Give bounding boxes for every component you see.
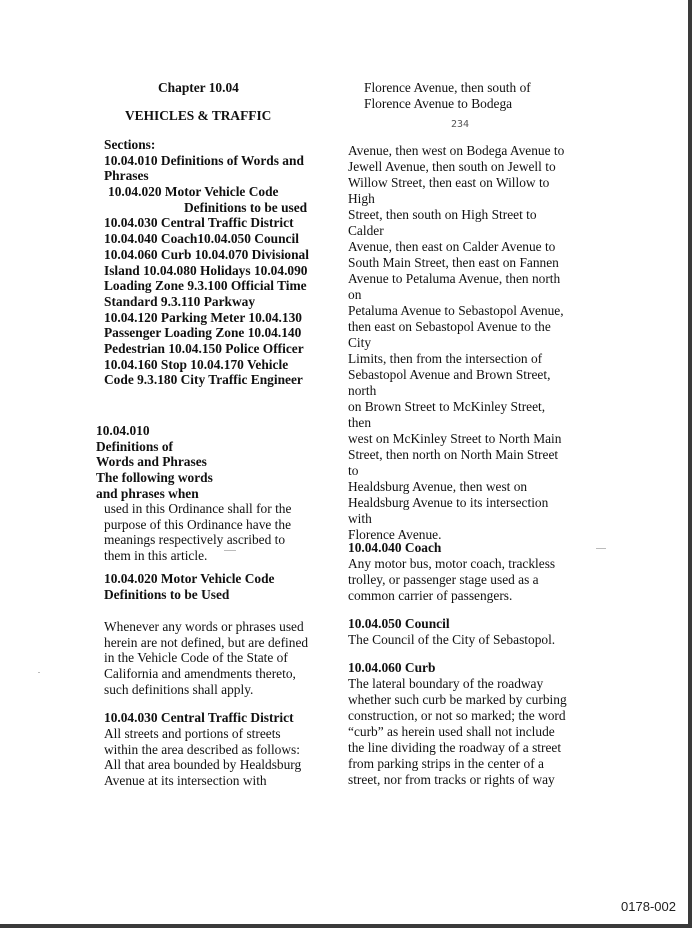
text-line: South Main Street, then east on Fannen — [348, 255, 559, 270]
right-top-text — [364, 80, 531, 112]
text-line: from parking strips in the center of a — [348, 756, 544, 771]
text-line: west on McKinley Street to North Main — [348, 431, 562, 446]
section-060-body — [348, 676, 567, 788]
chapter-number: Chapter 10.04 — [158, 80, 239, 95]
text-line: Any motor bus, motor coach, trackless — [348, 556, 556, 571]
section-040-heading: 10.04.040 Coach — [348, 540, 442, 555]
text-line: Island 10.04.080 Holidays 10.04.090 — [104, 262, 308, 278]
section-010-heading — [96, 423, 213, 501]
text-line: 10.04.060 Curb 10.04.070 Divisional — [104, 246, 309, 262]
section-030-heading: 10.04.030 Central Traffic District — [104, 710, 294, 725]
text-line: The following words — [96, 470, 213, 486]
text-line: construction, or not so marked; the word — [348, 708, 566, 723]
text-line: Healdsburg Avenue, then west on — [348, 479, 528, 494]
text-line: Sections: — [104, 137, 156, 152]
section-050-heading: 10.04.050 Council — [348, 616, 450, 631]
text-line: then — [348, 415, 372, 430]
text-line: “curb” as herein used shall not include — [348, 724, 555, 739]
scan-speck — [224, 550, 236, 551]
text-line: Street, then south on High Street to — [348, 207, 537, 222]
text-line: 10.04.010 Definitions of Words and — [104, 152, 304, 168]
text-line: All that area bounded by Healdsburg — [104, 757, 302, 773]
text-line: Sebastopol Avenue and Brown Street, — [348, 367, 551, 382]
text-line: to — [348, 463, 359, 478]
text-line: Street, then north on North Main Street — [348, 447, 559, 462]
text-line: Florence Avenue to Bodega — [364, 96, 513, 111]
text-line: Code 9.3.180 City Traffic Engineer — [104, 372, 303, 388]
text-line: Petaluma Avenue to Sebastopol Avenue, — [348, 303, 564, 318]
text-line: Avenue, then west on Bodega Avenue to — [348, 143, 565, 158]
text-line: 10.04.160 Stop 10.04.170 Vehicle — [104, 356, 289, 372]
sections-list — [104, 137, 309, 388]
text-line: Passenger Loading Zone 10.04.140 — [104, 325, 302, 341]
text-line: The Council of the City of Sebastopol. — [348, 632, 556, 647]
text-line: High — [348, 191, 375, 206]
section-010-body — [104, 501, 291, 564]
text-line: Words and Phrases — [96, 454, 207, 470]
section-030-continued — [348, 143, 564, 543]
text-line: purpose of this Ordinance have the — [104, 516, 292, 532]
text-line: within the area described as follows: — [104, 741, 300, 757]
text-line: Definitions to be used — [184, 199, 308, 215]
section-020-heading — [104, 571, 274, 602]
text-line: Avenue to Petaluma Avenue, then north — [348, 271, 561, 286]
text-line: 10.04.030 Central Traffic District — [104, 215, 294, 231]
text-line: herein are not defined, but are defined — [104, 634, 309, 650]
section-060-heading: 10.04.060 Curb — [348, 660, 436, 675]
text-line: Avenue, then east on Calder Avenue to — [348, 239, 556, 254]
text-line: in the Vehicle Code of the State of — [104, 650, 288, 666]
text-line: street, nor from tracks or rights of way — [348, 772, 555, 787]
text-line: common carrier of passengers. — [348, 588, 513, 603]
text-line: 10.04.010 — [96, 423, 150, 438]
text-line: Jewell Avenue, then south on Jewell to — [348, 159, 556, 174]
text-line: used in this Ordinance shall for the — [104, 501, 292, 516]
scan-speck — [596, 548, 606, 549]
section-050-body — [348, 632, 555, 648]
text-line: Florence Avenue, then south of — [364, 80, 531, 95]
text-line: Definitions to be Used — [104, 586, 230, 602]
text-line: Phrases — [104, 168, 149, 184]
text-line: Healdsburg Avenue to its intersection — [348, 495, 549, 510]
text-line: such definitions shall apply. — [104, 681, 254, 697]
section-040-body — [348, 556, 555, 604]
text-line: whether such curb be marked by curbing — [348, 692, 567, 707]
text-line: Limits, then from the intersection of — [348, 351, 543, 366]
section-030-body — [104, 726, 301, 789]
text-line: Standard 9.3.110 Parkway — [104, 293, 256, 309]
scan-speck — [38, 672, 40, 673]
text-line: north — [348, 383, 377, 398]
text-line: Pedestrian 10.04.150 Police Officer — [104, 340, 304, 356]
page-number: 234 — [450, 119, 470, 130]
text-line: Loading Zone 9.3.100 Official Time — [104, 278, 307, 294]
text-line: Calder — [348, 223, 384, 238]
text-line: 10.04.020 Motor Vehicle Code — [104, 571, 275, 586]
text-line: Willow Street, then east on Willow to — [348, 175, 550, 190]
text-line: City — [348, 335, 372, 350]
text-line: 10.04.040 Coach10.04.050 Council — [104, 231, 299, 247]
text-line: 10.04.120 Parking Meter 10.04.130 — [104, 309, 302, 325]
text-line: meanings respectively ascribed to — [104, 532, 286, 548]
document-id: 0178-002 — [621, 899, 676, 914]
text-line: Whenever any words or phrases used — [104, 619, 304, 634]
text-line: Avenue at its intersection with — [104, 773, 267, 789]
text-line: and phrases when — [96, 485, 199, 501]
text-line: All streets and portions of streets — [104, 726, 281, 741]
text-line: 10.04.020 Motor Vehicle Code — [108, 184, 279, 200]
text-line: Definitions of — [96, 438, 173, 454]
text-line: then east on Sebastopol Avenue to the — [348, 319, 551, 334]
section-020-body — [104, 619, 308, 697]
chapter-title: VEHICLES & TRAFFIC — [125, 108, 272, 123]
text-line: trolley, or passenger stage used as a — [348, 572, 539, 587]
text-line: California and amendments thereto, — [104, 666, 296, 682]
text-line: on — [348, 287, 362, 302]
text-line: with — [348, 511, 372, 526]
text-line: Florence Avenue. — [348, 527, 442, 542]
text-line: them in this article. — [104, 548, 208, 564]
text-line: the line dividing the roadway of a street — [348, 740, 562, 755]
text-line: The lateral boundary of the roadway — [348, 676, 544, 691]
text-line: on Brown Street to McKinley Street, — [348, 399, 546, 414]
